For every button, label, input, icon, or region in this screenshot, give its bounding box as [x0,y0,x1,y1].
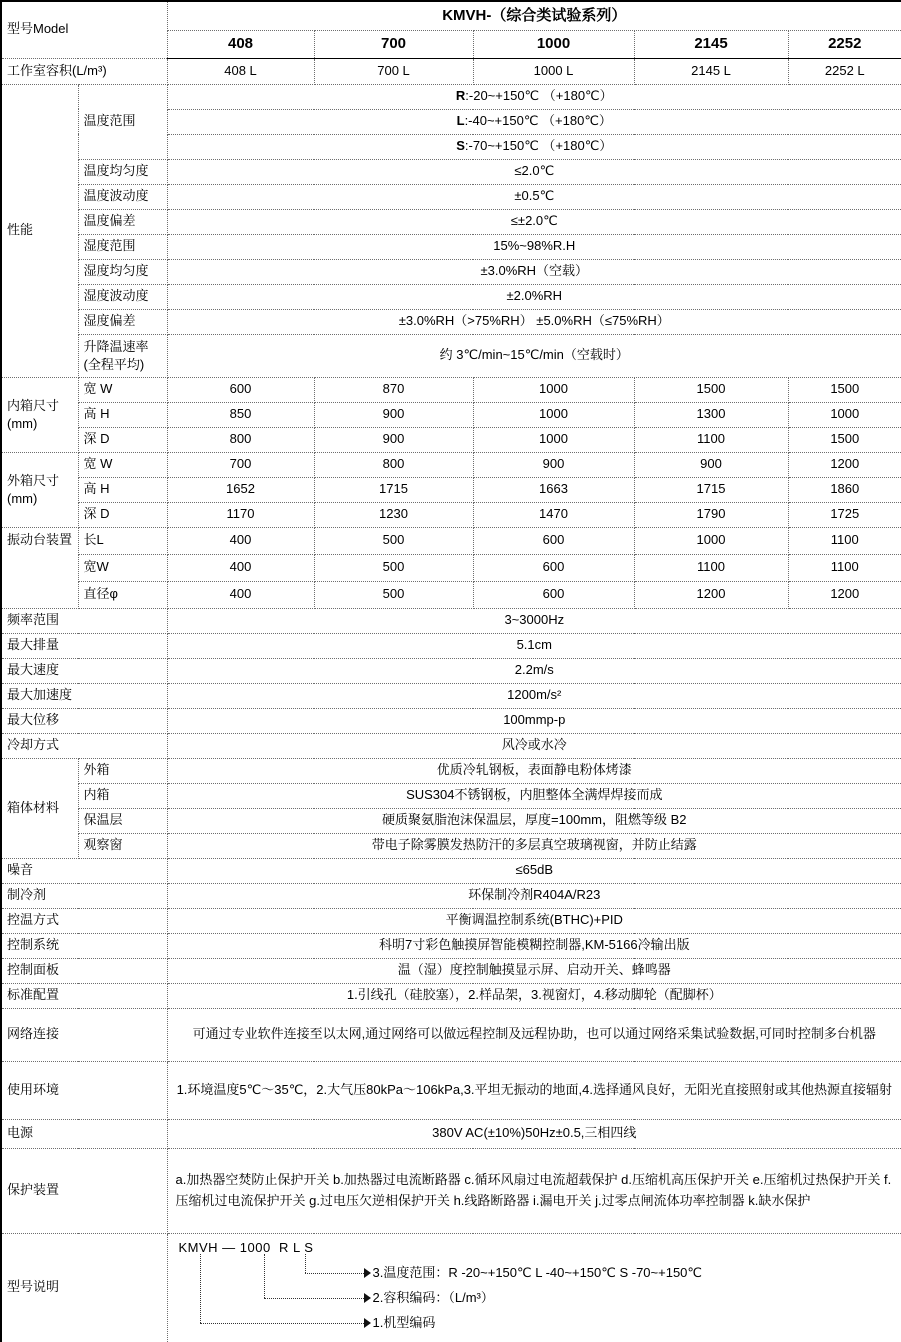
value-outer-depth: 1170 [167,502,314,527]
value-inner-width: 600 [167,377,314,402]
label-noise: 噪音 [1,858,167,883]
value-outer-cabinet: 优质冷轧钢板，表面静电粉体烤漆 [167,758,901,783]
value-humidity-deviation: ±3.0%RH（>75%RH） ±5.0%RH（≤75%RH） [167,309,901,334]
temp-grade-r: R [455,88,466,104]
value-temp-deviation: ≤±2.0℃ [167,209,901,234]
temp-grade-s: S [456,138,465,154]
value-insulation-layer: 硬质聚氨脂泡沫保温层，厚度=100mm，阻燃等级 B2 [167,808,901,833]
value-vibration-diameter: 1200 [634,581,788,608]
value-inner-depth: 1000 [473,427,634,452]
label-outer-height: 高 H [78,477,167,502]
value-power-supply: 380V AC(±10%)50Hz±0.5,三相四线 [167,1119,901,1148]
value-vibration-diameter: 600 [473,581,634,608]
value-max-stroke: 5.1cm [167,633,901,658]
value-inner-depth: 1500 [788,427,901,452]
label-temp-uniformity: 温度均匀度 [78,159,167,184]
value-ramp-rate: 约 3℃/min~15℃/min（空载时） [167,334,901,377]
label-power-supply: 电源 [1,1119,167,1148]
temp-range-l-text: :-40~+150℃ （+180℃） [464,113,612,129]
value-working-volume: 700 L [314,58,473,84]
model-legend-diagram [167,1233,901,1342]
value-temp-control-method: 平衡调温控制系统(BTHC)+PID [167,908,901,933]
value-outer-depth: 1790 [634,502,788,527]
value-humidity-uniformity: ±3.0%RH（空载） [167,259,901,284]
value-inner-height: 1000 [473,402,634,427]
value-protection-devices: a.加热器空焚防止保护开关 b.加热器过电流断路器 c.循环风扇过电流超载保护 d.压缩机高压保护开关 e.压缩机过热保护开关 f.压缩机过电流保护开关 g.过电压欠逆相保护开关 h.线路断路器 i.漏电开关 j.过零点闸流体功率控制器 k.缺水保护 [167,1148,901,1233]
label-performance-group: 性能 [1,84,78,377]
value-inner-height: 1000 [788,402,901,427]
value-inner-width: 1500 [788,377,901,402]
legend-connector-line [200,1323,364,1324]
ramp-rate-line1: 升降温速率 [83,338,149,354]
label-inner-width: 宽 W [78,377,167,402]
label-control-panel: 控制面板 [1,958,167,983]
label-outer-cabinet: 外箱 [78,758,167,783]
arrow-right-icon [364,1268,371,1278]
value-temp-range-l [167,109,901,134]
value-inner-cabinet: SUS304不锈钢板，内胆整体全满焊焊接而成 [167,783,901,808]
temp-range-s-text: :-70~+150℃ （+180℃） [464,138,613,154]
value-outer-width: 700 [167,452,314,477]
value-working-volume: 1000 L [473,58,634,84]
value-working-volume: 2145 L [634,58,788,84]
value-inner-width: 1000 [473,377,634,402]
series-title: KMVH-（综合类试验系列） [167,1,901,30]
value-temp-range-r [167,84,901,109]
temp-grade-l: L [456,113,465,129]
label-humidity-uniformity: 湿度均匀度 [78,259,167,284]
label-outer-box [1,452,78,527]
value-viewing-window: 带电子除雾膜发热防汗的多层真空玻璃视窗，并防止结露 [167,833,901,858]
legend-connector-line [264,1298,364,1299]
label-vibration-width: 宽W [78,554,167,581]
label-vibration-length: 长L [78,527,167,554]
value-outer-width: 1200 [788,452,901,477]
value-vibration-diameter: 1200 [788,581,901,608]
label-model-legend: 型号说明 [1,1233,167,1342]
legend-connector-line [264,1254,265,1298]
value-outer-width: 900 [634,452,788,477]
value-outer-depth: 1470 [473,502,634,527]
value-temp-range-s [167,134,901,159]
value-outer-height: 1860 [788,477,901,502]
value-vibration-length: 600 [473,527,634,554]
label-working-volume: 工作室容积(L/m³) [1,58,167,84]
legend-item-text: 3.温度范围：R -20~+150℃ L -40~+150℃ S -70~+150℃ [372,1264,703,1280]
label-temp-deviation: 温度偏差 [78,209,167,234]
value-vibration-length: 400 [167,527,314,554]
label-temp-control-method: 控温方式 [1,908,167,933]
label-protection-devices: 保护装置 [1,1148,167,1233]
value-frequency-range: 3~3000Hz [167,608,901,633]
value-control-panel: 温（湿）度控制触摸显示屏、启动开关、蜂鸣器 [167,958,901,983]
value-outer-depth: 1230 [314,502,473,527]
label-control-system: 控制系统 [1,933,167,958]
value-cooling-method: 风冷或水冷 [167,733,901,758]
model-header-cell: 型号Model [1,1,167,58]
model-code-string: KMVH — 1000 R L S [178,1239,314,1255]
label-max-acceleration: 最大加速度 [1,683,167,708]
label-refrigerant: 制冷剂 [1,883,167,908]
model-column-2252: 2252 [788,30,901,58]
label-inner-cabinet: 内箱 [78,783,167,808]
value-outer-depth: 1725 [788,502,901,527]
legend-item-model-code [364,1315,436,1332]
label-humidity-deviation: 湿度偏差 [78,309,167,334]
ramp-rate-line2: (全程平均) [83,356,145,372]
label-standard-config: 标准配置 [1,983,167,1008]
value-humidity-fluctuation: ±2.0%RH [167,284,901,309]
value-temp-uniformity: ≤2.0℃ [167,159,901,184]
value-outer-height: 1715 [634,477,788,502]
value-network: 可通过专业软件连接至以太网,通过网络可以做远程控制及远程协助，也可以通过网络采集试验数据,可同时控制多台机器 [167,1008,901,1061]
inner-box-line2: (mm) [7,415,38,431]
value-max-displacement: 100mmp-p [167,708,901,733]
model-column-408: 408 [167,30,314,58]
label-temp-fluctuation: 温度波动度 [78,184,167,209]
label-max-velocity: 最大速度 [1,658,167,683]
inner-box-line1: 内箱尺寸 [7,397,60,413]
model-column-2145: 2145 [634,30,788,58]
label-cabinet-material: 箱体材料 [1,758,78,858]
label-cooling-method: 冷却方式 [1,733,167,758]
value-vibration-width: 500 [314,554,473,581]
value-vibration-width: 600 [473,554,634,581]
label-viewing-window: 观察窗 [78,833,167,858]
value-outer-width: 800 [314,452,473,477]
value-working-volume: 408 L [167,58,314,84]
legend-connector-line [305,1273,364,1274]
label-ramp-rate [78,334,167,377]
value-noise: ≤65dB [167,858,901,883]
value-vibration-width: 1100 [634,554,788,581]
label-humidity-fluctuation: 湿度波动度 [78,284,167,309]
value-vibration-length: 1100 [788,527,901,554]
label-humidity-range: 湿度范围 [78,234,167,259]
temp-range-r-text: :-20~+150℃ （+180℃） [465,88,613,104]
value-outer-width: 900 [473,452,634,477]
value-inner-height: 900 [314,402,473,427]
value-vibration-width: 400 [167,554,314,581]
label-vibration-table: 振动台装置 [1,527,78,608]
value-outer-height: 1652 [167,477,314,502]
value-control-system: 科明7寸彩色触摸屏智能模糊控制器,KM-5166冷输出版 [167,933,901,958]
legend-connector-line [200,1254,201,1323]
value-inner-width: 1500 [634,377,788,402]
model-column-1000: 1000 [473,30,634,58]
label-vibration-diameter: 直径φ [78,581,167,608]
value-vibration-length: 500 [314,527,473,554]
value-inner-width: 870 [314,377,473,402]
value-max-acceleration: 1200m/s² [167,683,901,708]
value-humidity-range: 15%~98%R.H [167,234,901,259]
model-column-700: 700 [314,30,473,58]
value-vibration-length: 1000 [634,527,788,554]
legend-connector-line [305,1254,306,1273]
label-outer-width: 宽 W [78,452,167,477]
value-inner-depth: 900 [314,427,473,452]
value-inner-height: 850 [167,402,314,427]
value-vibration-diameter: 400 [167,581,314,608]
legend-item-temp-range [364,1265,703,1282]
arrow-right-icon [364,1293,371,1303]
value-temp-fluctuation: ±0.5℃ [167,184,901,209]
label-temp-range: 温度范围 [78,84,167,159]
label-max-displacement: 最大位移 [1,708,167,733]
outer-box-line1: 外箱尺寸 [7,472,60,488]
outer-box-line2: (mm) [7,490,38,506]
label-network: 网络连接 [1,1008,167,1061]
label-insulation-layer: 保温层 [78,808,167,833]
arrow-right-icon [364,1318,371,1328]
value-inner-height: 1300 [634,402,788,427]
label-inner-box [1,377,78,452]
value-vibration-diameter: 500 [314,581,473,608]
value-outer-height: 1715 [314,477,473,502]
label-inner-depth: 深 D [78,427,167,452]
value-vibration-width: 1100 [788,554,901,581]
value-inner-depth: 800 [167,427,314,452]
legend-item-volume-code [364,1290,494,1307]
value-working-volume: 2252 L [788,58,901,84]
value-outer-height: 1663 [473,477,634,502]
value-refrigerant: 环保制冷剂R404A/R23 [167,883,901,908]
value-standard-config: 1.引线孔（硅胶塞），2.样品架，3.视窗灯，4.移动脚轮（配脚杯） [167,983,901,1008]
label-outer-depth: 深 D [78,502,167,527]
value-operating-environment: 1.环境温度5℃～35℃，2.大气压80kPa～106kPa,3.平坦无振动的地面,4.选择通风良好，无阳光直接照射或其他热源直接辐射 [167,1061,901,1119]
label-inner-height: 高 H [78,402,167,427]
legend-item-text: 1.机型编码 [372,1314,436,1330]
label-operating-environment: 使用环境 [1,1061,167,1119]
label-max-stroke: 最大排量 [1,633,167,658]
label-frequency-range: 频率范围 [1,608,167,633]
legend-item-text: 2.容积编码：（L/m³） [372,1289,494,1305]
value-inner-depth: 1100 [634,427,788,452]
value-max-velocity: 2.2m/s [167,658,901,683]
